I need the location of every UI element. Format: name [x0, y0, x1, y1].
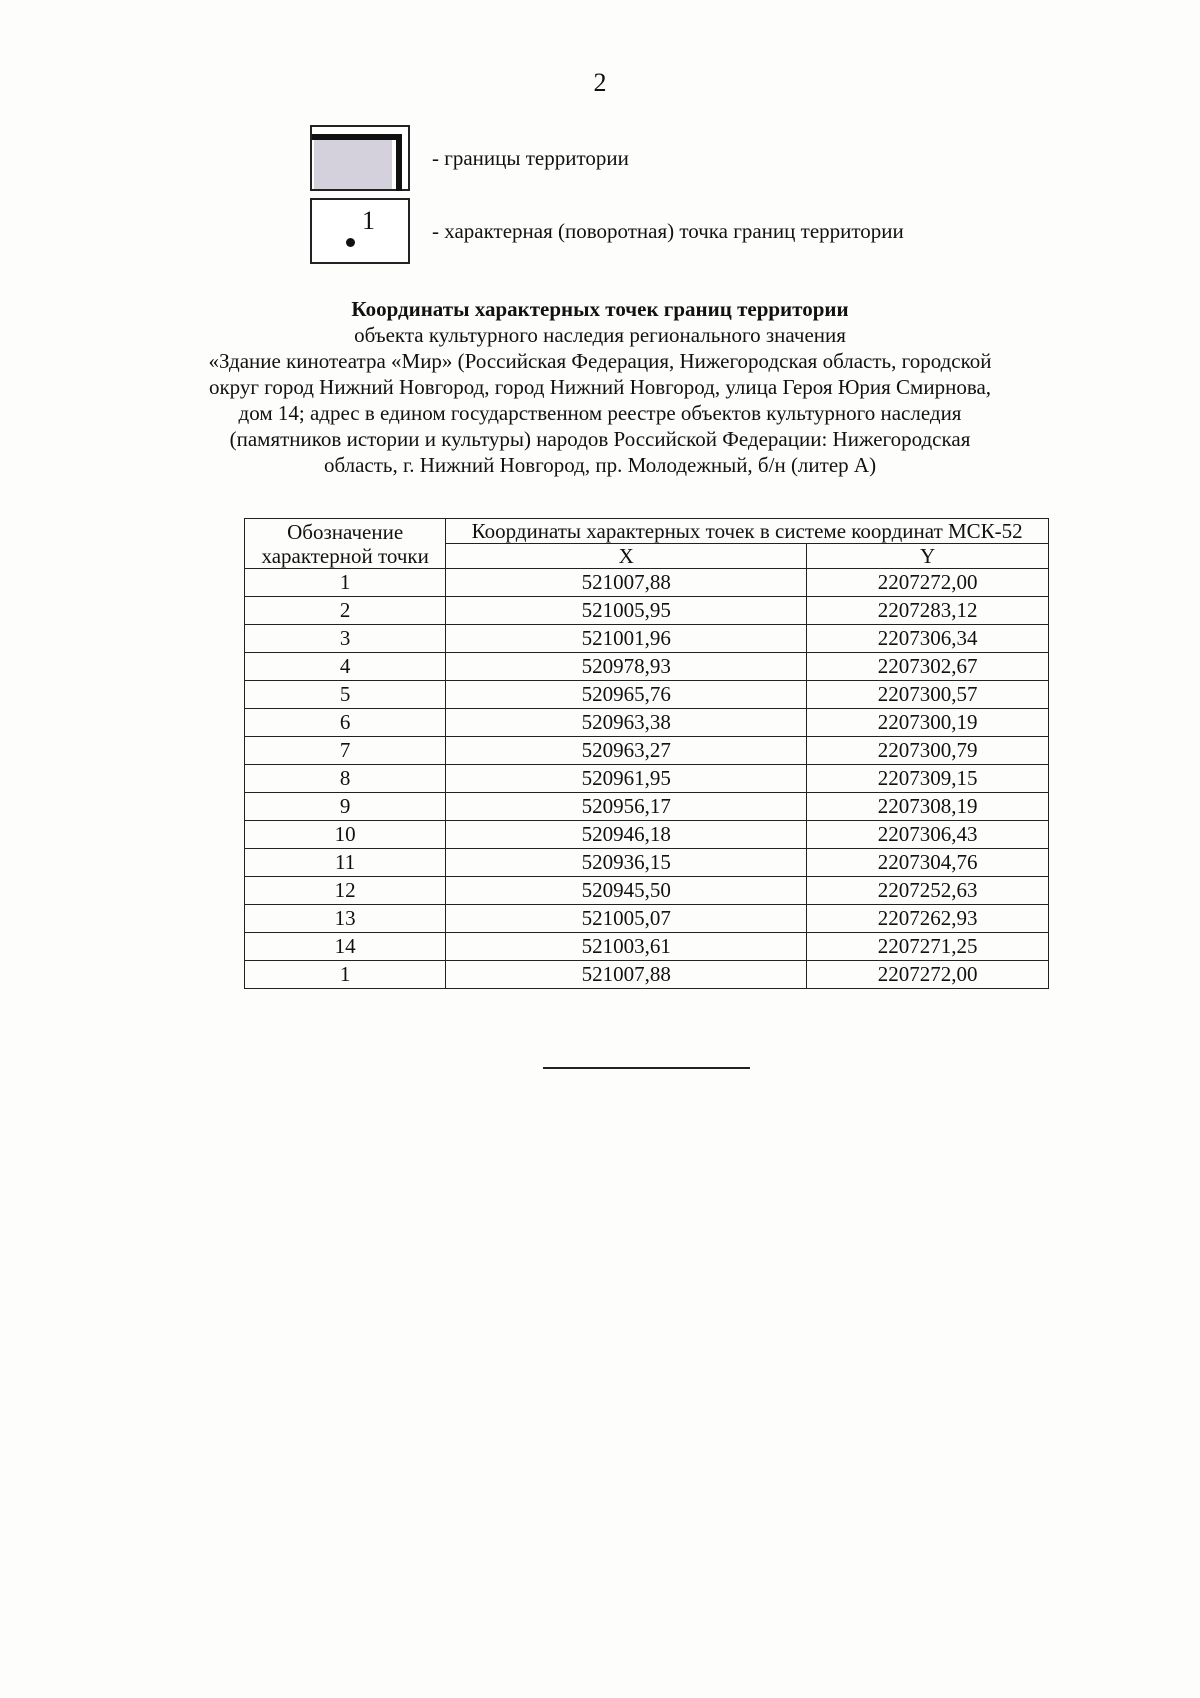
x-cell: 521007,88	[446, 961, 807, 989]
y-cell: 2207300,57	[807, 681, 1049, 709]
table-row	[245, 821, 1049, 849]
x-cell: 520963,27	[446, 737, 807, 765]
table-row	[245, 849, 1049, 877]
point-cell: 7	[245, 737, 446, 765]
x-cell: 521005,07	[446, 905, 807, 933]
point-cell: 6	[245, 709, 446, 737]
table-row	[245, 877, 1049, 905]
point-cell: 2	[245, 597, 446, 625]
y-cell: 2207272,00	[807, 961, 1049, 989]
point-cell: 3	[245, 625, 446, 653]
legend	[310, 125, 904, 271]
point-cell: 13	[245, 905, 446, 933]
x-cell: 520965,76	[446, 681, 807, 709]
point-symbol-icon	[310, 198, 410, 264]
heading-line-4: дом 14; адрес в едином государственном реестре объектов культурного наследия	[238, 401, 962, 425]
y-cell: 2207272,00	[807, 569, 1049, 597]
legend-row-point	[310, 198, 904, 264]
x-cell: 520945,50	[446, 877, 807, 905]
x-cell: 521001,96	[446, 625, 807, 653]
point-cell: 1	[245, 961, 446, 989]
heading-title: Координаты характерных точек границ территории	[351, 297, 849, 321]
y-cell: 2207309,15	[807, 765, 1049, 793]
end-divider	[543, 1067, 750, 1069]
x-cell: 520963,38	[446, 709, 807, 737]
table-row	[245, 625, 1049, 653]
table-row	[245, 681, 1049, 709]
table-row	[245, 709, 1049, 737]
x-cell: 520936,15	[446, 849, 807, 877]
y-cell: 2207262,93	[807, 905, 1049, 933]
y-cell: 2207300,79	[807, 737, 1049, 765]
header-coordinates: Координаты характерных точек в системе координат МСК-52	[446, 519, 1049, 544]
point-cell: 1	[245, 569, 446, 597]
table-row	[245, 597, 1049, 625]
y-cell: 2207306,43	[807, 821, 1049, 849]
x-cell: 521003,61	[446, 933, 807, 961]
point-cell: 4	[245, 653, 446, 681]
document-heading	[150, 296, 1050, 478]
heading-line-5: (памятников истории и культуры) народов Российской Федерации: Нижегородская	[229, 427, 971, 451]
x-cell: 521007,88	[446, 569, 807, 597]
table-row	[245, 961, 1049, 989]
boundary-legend-label: - границы территории	[432, 145, 629, 170]
x-cell: 521005,95	[446, 597, 807, 625]
point-legend-label: - характерная (поворотная) точка границ территории	[432, 218, 904, 243]
x-cell: 520946,18	[446, 821, 807, 849]
table-row	[245, 569, 1049, 597]
heading-line-3: округ город Нижний Новгород, город Нижний Новгород, улица Героя Юрия Смирнова,	[208, 375, 992, 399]
heading-line-2: «Здание кинотеатра «Мир» (Российская Федерация, Нижегородская область, городской	[208, 349, 992, 373]
x-cell: 520978,93	[446, 653, 807, 681]
point-dot-icon	[346, 238, 355, 247]
y-cell: 2207252,63	[807, 877, 1049, 905]
point-cell: 12	[245, 877, 446, 905]
table-row	[245, 765, 1049, 793]
y-cell: 2207302,67	[807, 653, 1049, 681]
table-row	[245, 737, 1049, 765]
point-cell: 10	[245, 821, 446, 849]
y-cell: 2207271,25	[807, 933, 1049, 961]
point-cell: 5	[245, 681, 446, 709]
heading-line-6: область, г. Нижний Новгород, пр. Молодежный, б/н (литер А)	[323, 453, 877, 477]
legend-row-boundary	[310, 125, 904, 191]
coordinates-table-body	[245, 569, 1049, 989]
y-cell: 2207306,34	[807, 625, 1049, 653]
coordinates-table	[244, 518, 1049, 989]
x-cell: 520956,17	[446, 793, 807, 821]
point-cell: 14	[245, 933, 446, 961]
point-cell: 9	[245, 793, 446, 821]
heading-line-1: объекта культурного наследия регионального значения	[354, 323, 846, 347]
page-number: 2	[593, 68, 607, 97]
point-cell: 8	[245, 765, 446, 793]
table-row	[245, 905, 1049, 933]
table-row	[245, 933, 1049, 961]
header-point-designation: Обозначение характерной точки	[245, 519, 446, 569]
point-cell: 11	[245, 849, 446, 877]
y-cell: 2207304,76	[807, 849, 1049, 877]
table-row	[245, 653, 1049, 681]
boundary-symbol-icon	[310, 125, 410, 191]
y-cell: 2207283,12	[807, 597, 1049, 625]
header-x: X	[446, 544, 807, 569]
y-cell: 2207300,19	[807, 709, 1049, 737]
x-cell: 520961,95	[446, 765, 807, 793]
y-cell: 2207308,19	[807, 793, 1049, 821]
header-y: Y	[807, 544, 1049, 569]
table-row	[245, 793, 1049, 821]
point-symbol-number: 1	[362, 206, 375, 235]
